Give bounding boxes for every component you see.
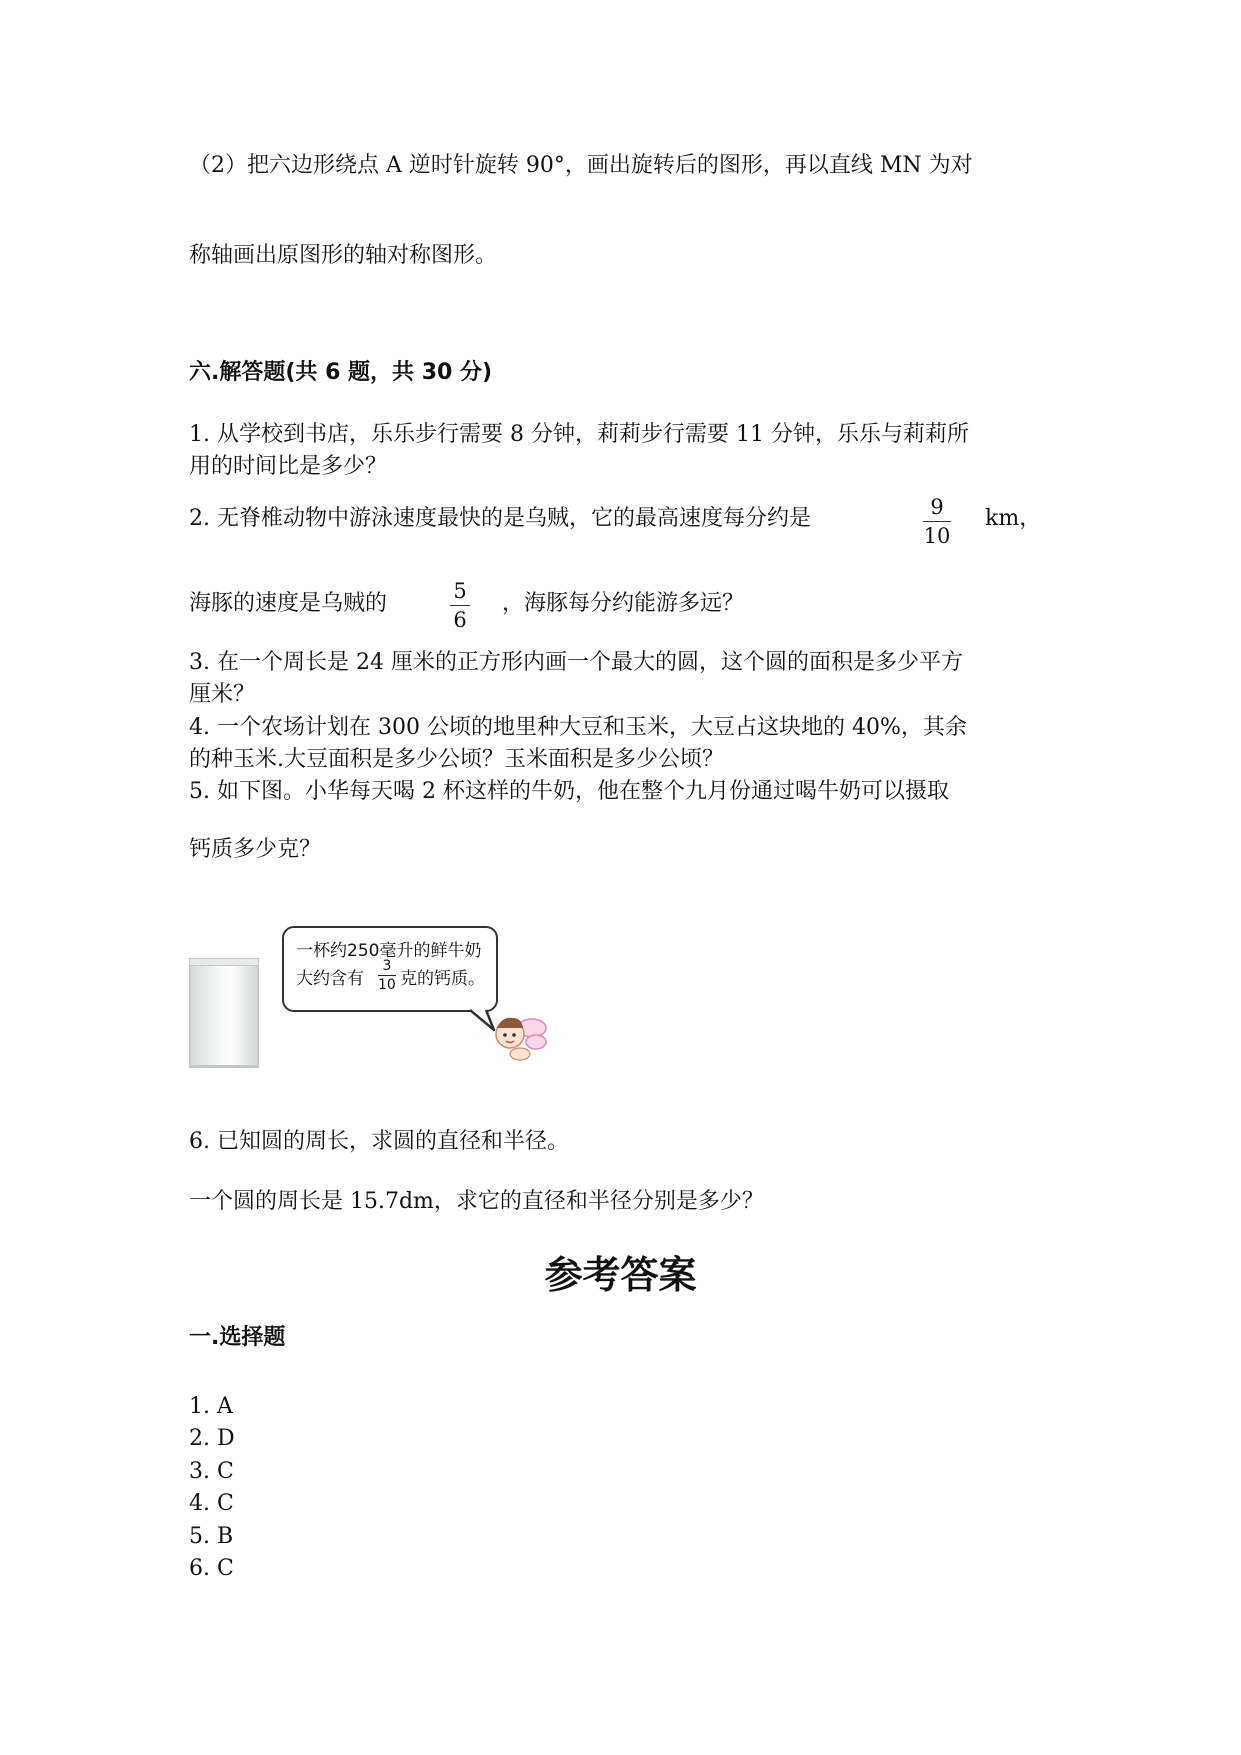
cherub-icon — [488, 1006, 550, 1064]
bubble-line2-a: 大约含有 — [296, 969, 364, 989]
answer-item: 4. C — [189, 1491, 234, 1516]
answers-section-1-heading: 一.选择题 — [189, 1325, 286, 1350]
fraction-numerator: 9 — [930, 495, 944, 519]
answer-item: 1. A — [189, 1394, 233, 1419]
fraction-bar — [450, 605, 470, 606]
speech-bubble — [282, 926, 498, 1012]
q2-line1-a: 2. 无脊椎动物中游泳速度最快的是乌贼，它的最高速度每分约是 — [189, 506, 811, 531]
q2-fraction-9-10 — [923, 494, 951, 549]
fraction-denominator: 10 — [378, 977, 396, 993]
q4-line1: 4. 一个农场计划在 300 公顷的地里种大豆和玉米，大豆占这块地的 40%，其余 — [189, 715, 967, 740]
bubble-line1: 一杯约250毫升的鲜牛奶 — [296, 941, 482, 961]
q5-line2: 钙质多少克？ — [189, 837, 322, 862]
answers-title: 参考答案 — [544, 1252, 697, 1297]
answer-item: 2. D — [189, 1426, 235, 1451]
fraction-denominator: 10 — [923, 524, 951, 548]
milk-glass-rim — [189, 958, 259, 966]
q1-line2: 用的时间比是多少？ — [189, 454, 388, 479]
q2-fraction-5-6 — [450, 578, 470, 633]
answer-item: 5. B — [189, 1524, 234, 1549]
q2-line2-a: 海豚的速度是乌贼的 — [189, 591, 388, 616]
q5-line1: 5. 如下图。小华每天喝 2 杯这样的牛奶，他在整个九月份通过喝牛奶可以摄取 — [189, 779, 949, 804]
q2-unit-km: km， — [985, 506, 1042, 531]
q6-line2: 一个圆的周长是 15.7dm，求它的直径和半径分别是多少？ — [189, 1189, 764, 1214]
bubble-line2-b: 克的钙质。 — [400, 969, 485, 989]
q2-line2-b: ，海豚每分约能游多远？ — [502, 591, 745, 616]
q3-line1: 3. 在一个周长是 24 厘米的正方形内画一个最大的圆，这个圆的面积是多少平方 — [189, 650, 963, 675]
answer-item: 6. C — [189, 1556, 234, 1581]
fraction-denominator: 6 — [453, 608, 467, 632]
q5-2-line1: （2）把六边形绕点 A 逆时针旋转 90°，画出旋转后的图形，再以直线 MN 为对 — [189, 153, 973, 178]
fraction-numerator: 5 — [453, 579, 467, 603]
answer-item: 3. C — [189, 1459, 234, 1484]
q5-2-line2: 称轴画出原图形的轴对称图形。 — [189, 243, 498, 268]
fraction-bar — [378, 975, 396, 976]
milk-glass-image — [189, 958, 259, 1068]
section-6-heading: 六.解答题(共 6 题，共 30 分) — [189, 360, 493, 385]
q3-line2: 厘米？ — [189, 682, 256, 707]
bubble-fraction-3-10 — [378, 958, 396, 993]
q6-line1: 6. 已知圆的周长，求圆的直径和半径。 — [189, 1129, 569, 1154]
fraction-bar — [923, 521, 951, 522]
q4-line2: 的种玉米.大豆面积是多少公顷？玉米面积是多少公顷？ — [189, 747, 724, 772]
fraction-numerator: 3 — [382, 958, 392, 974]
q1-line1: 1. 从学校到书店，乐乐步行需要 8 分钟，莉莉步行需要 11 分钟，乐乐与莉莉所 — [189, 422, 969, 447]
